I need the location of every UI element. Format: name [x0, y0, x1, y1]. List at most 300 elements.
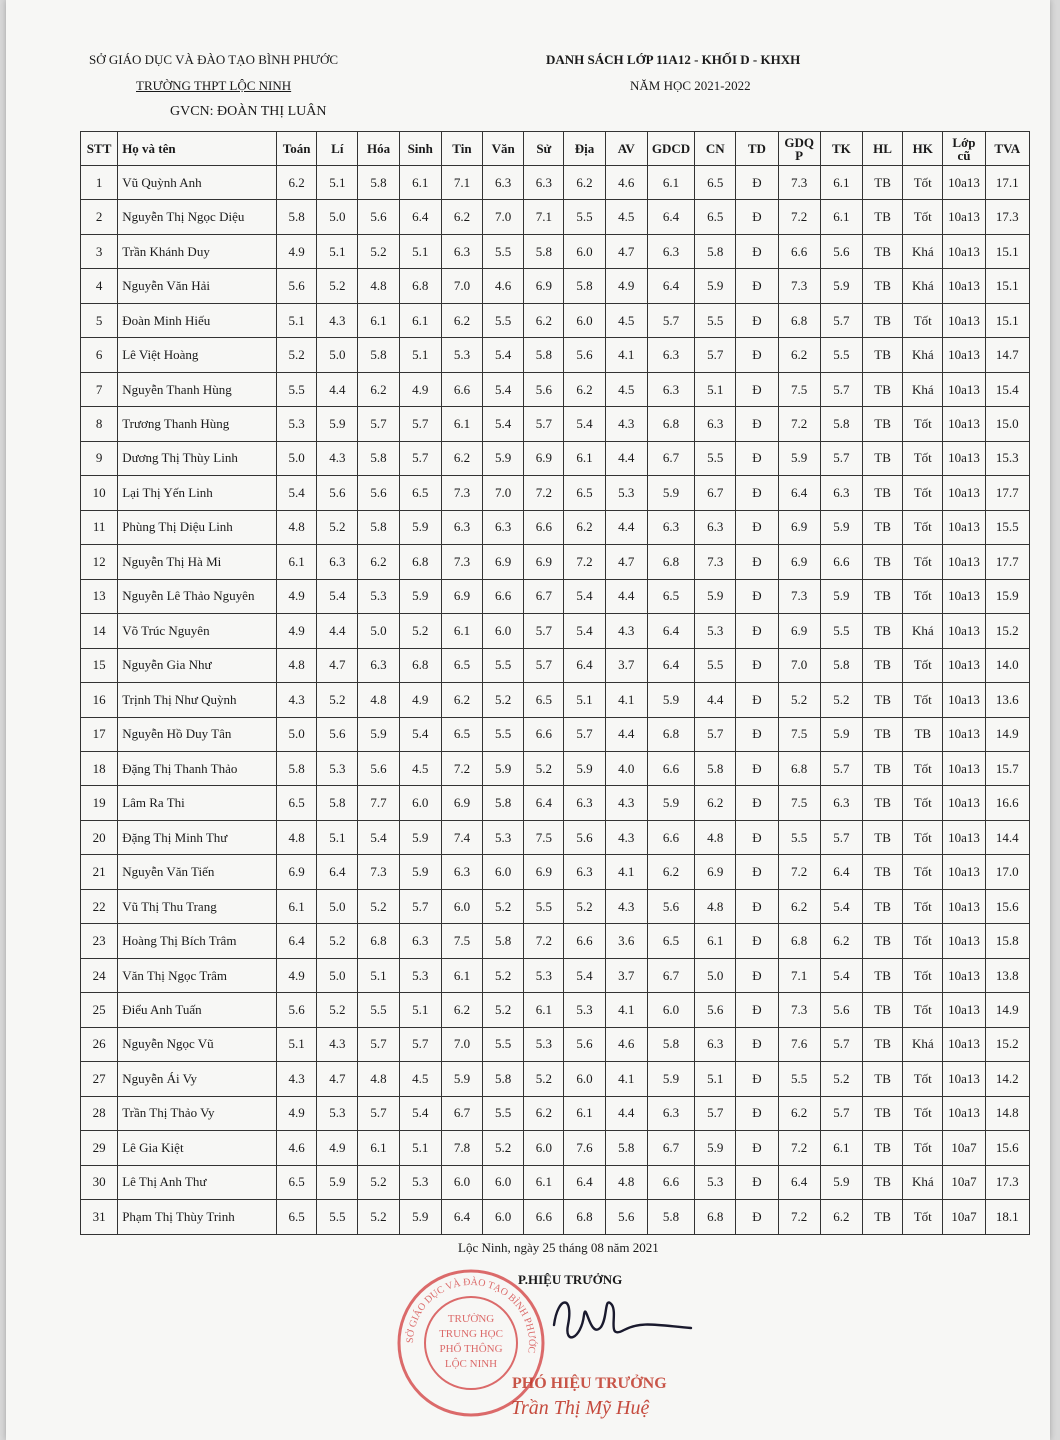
- table-cell: TB: [862, 751, 902, 785]
- table-cell: 5.4: [820, 958, 862, 992]
- table-cell: 6.9: [695, 855, 736, 889]
- table-cell: 9: [81, 441, 118, 475]
- table-cell: 5.8: [695, 751, 736, 785]
- table-cell: 10a13: [943, 234, 985, 268]
- table-cell: Đoàn Minh Hiếu: [118, 303, 277, 337]
- table-cell: 4.3: [605, 820, 647, 854]
- table-cell: 5.8: [358, 166, 399, 200]
- table-cell: Đ: [736, 1165, 778, 1199]
- table-cell: TB: [862, 889, 902, 923]
- table-cell: 5.3: [524, 1027, 564, 1061]
- table-cell: 15.7: [985, 751, 1029, 785]
- table-cell: 7.3: [441, 476, 482, 510]
- table-cell: 7.6: [564, 1131, 605, 1165]
- table-cell: 4.7: [317, 648, 358, 682]
- table-cell: Tốt: [903, 924, 943, 958]
- table-cell: 10: [81, 476, 118, 510]
- table-cell: 6.4: [778, 476, 820, 510]
- table-cell: 5.7: [524, 648, 564, 682]
- table-cell: 6.3: [358, 648, 399, 682]
- table-cell: Tốt: [903, 993, 943, 1027]
- table-cell: 5.5: [483, 1096, 524, 1130]
- table-cell: Nguyễn Văn Hải: [118, 269, 277, 303]
- table-cell: 5.3: [441, 338, 482, 372]
- table-cell: 6.6: [647, 820, 694, 854]
- table-cell: 7.2: [524, 476, 564, 510]
- table-cell: 6.2: [358, 372, 399, 406]
- column-header: Hóa: [358, 132, 399, 166]
- table-cell: Nguyễn Hồ Duy Tân: [118, 717, 277, 751]
- table-body: [81, 166, 1030, 1235]
- table-cell: 5.8: [564, 269, 605, 303]
- table-cell: 5.5: [524, 889, 564, 923]
- table-cell: TB: [903, 717, 943, 751]
- table-cell: Tốt: [903, 1096, 943, 1130]
- school-name: TRƯỜNG THPT LỘC NINH: [136, 78, 292, 93]
- table-cell: TB: [862, 166, 902, 200]
- table-cell: 4.9: [399, 683, 441, 717]
- table-cell: 6.1: [358, 1131, 399, 1165]
- table-cell: Tốt: [903, 200, 943, 234]
- table-cell: 5.2: [317, 510, 358, 544]
- table-cell: Đ: [736, 441, 778, 475]
- table-cell: 7.6: [778, 1027, 820, 1061]
- table-cell: Vũ Quỳnh Anh: [118, 166, 277, 200]
- table-cell: 6.3: [483, 510, 524, 544]
- table-cell: Đ: [736, 683, 778, 717]
- table-cell: 5.9: [441, 1062, 482, 1096]
- table-cell: 6.5: [399, 476, 441, 510]
- table-cell: 6.9: [441, 786, 482, 820]
- column-header: AV: [605, 132, 647, 166]
- table-cell: 22: [81, 889, 118, 923]
- table-cell: 10a13: [943, 924, 985, 958]
- column-header: Tin: [441, 132, 482, 166]
- table-cell: Tốt: [903, 166, 943, 200]
- table-cell: 23: [81, 924, 118, 958]
- table-cell: 5.9: [399, 579, 441, 613]
- table-cell: 6.2: [441, 683, 482, 717]
- table-cell: 6.8: [778, 924, 820, 958]
- table-cell: 6.3: [647, 372, 694, 406]
- table-cell: 5.5: [778, 1062, 820, 1096]
- table-cell: 24: [81, 958, 118, 992]
- table-cell: Đ: [736, 510, 778, 544]
- table-cell: 5.8: [483, 1062, 524, 1096]
- table-cell: 5.3: [695, 1165, 736, 1199]
- table-cell: Đ: [736, 820, 778, 854]
- table-cell: 6.5: [564, 476, 605, 510]
- table-cell: 7.0: [483, 476, 524, 510]
- table-cell: 10a13: [943, 579, 985, 613]
- table-cell: 5.6: [358, 476, 399, 510]
- table-cell: 6.1: [564, 441, 605, 475]
- table-cell: 6.9: [524, 441, 564, 475]
- table-row: [81, 1165, 1030, 1199]
- table-cell: 5.9: [399, 855, 441, 889]
- table-row: [81, 751, 1030, 785]
- table-cell: 6.6: [564, 924, 605, 958]
- table-cell: 3.6: [605, 924, 647, 958]
- table-cell: 20: [81, 820, 118, 854]
- column-header: Sinh: [399, 132, 441, 166]
- table-cell: 6.9: [441, 579, 482, 613]
- table-cell: 5.8: [820, 407, 862, 441]
- table-cell: 6.3: [695, 407, 736, 441]
- table-cell: 5.6: [277, 269, 317, 303]
- table-cell: 5.7: [820, 372, 862, 406]
- table-cell: 15: [81, 648, 118, 682]
- table-cell: 5.0: [277, 441, 317, 475]
- table-cell: 7: [81, 372, 118, 406]
- table-cell: TB: [862, 1165, 902, 1199]
- table-cell: 6.5: [695, 166, 736, 200]
- table-cell: 5.3: [399, 1165, 441, 1199]
- table-cell: TB: [862, 1200, 902, 1235]
- table-cell: 5.5: [695, 441, 736, 475]
- table-cell: TB: [862, 303, 902, 337]
- table-cell: 4.3: [277, 683, 317, 717]
- column-header: HK: [903, 132, 943, 166]
- handwritten-signature: [546, 1285, 696, 1355]
- table-cell: 5.8: [317, 786, 358, 820]
- table-cell: 6.0: [483, 855, 524, 889]
- table-cell: 5.5: [317, 1200, 358, 1235]
- table-cell: Tốt: [903, 1131, 943, 1165]
- table-cell: 5.2: [358, 1165, 399, 1199]
- table-cell: 16.6: [985, 786, 1029, 820]
- table-cell: 5.5: [564, 200, 605, 234]
- table-cell: 6.2: [441, 441, 482, 475]
- table-cell: Tốt: [903, 579, 943, 613]
- table-cell: 4.5: [605, 303, 647, 337]
- table-cell: Trịnh Thị Như Quỳnh: [118, 683, 277, 717]
- table-cell: TB: [862, 1062, 902, 1096]
- table-cell: 6.3: [820, 786, 862, 820]
- table-cell: 5.5: [483, 717, 524, 751]
- table-cell: 5.5: [695, 648, 736, 682]
- table-cell: 5.3: [317, 1096, 358, 1130]
- table-cell: 6.8: [358, 924, 399, 958]
- table-cell: 5.2: [820, 1062, 862, 1096]
- stamp-inner-line: TRUNG HỌC: [439, 1328, 503, 1340]
- table-row: [81, 234, 1030, 268]
- table-cell: 5.7: [695, 1096, 736, 1130]
- table-cell: Đ: [736, 614, 778, 648]
- table-cell: Đ: [736, 166, 778, 200]
- table-row: [81, 855, 1030, 889]
- table-cell: Đ: [736, 579, 778, 613]
- table-cell: Lê Gia Kiệt: [118, 1131, 277, 1165]
- table-cell: 6.1: [277, 545, 317, 579]
- table-cell: 6.6: [524, 510, 564, 544]
- table-cell: 13.8: [985, 958, 1029, 992]
- table-cell: 6.2: [820, 924, 862, 958]
- table-cell: TB: [862, 1027, 902, 1061]
- table-cell: TB: [862, 820, 902, 854]
- table-cell: 17.3: [985, 200, 1029, 234]
- table-cell: 5.1: [277, 303, 317, 337]
- table-cell: 6.9: [524, 545, 564, 579]
- table-cell: TB: [862, 683, 902, 717]
- table-cell: Đ: [736, 1027, 778, 1061]
- table-cell: 6.3: [695, 510, 736, 544]
- table-cell: 4.4: [317, 372, 358, 406]
- table-cell: 4.7: [605, 545, 647, 579]
- table-cell: 4.1: [605, 993, 647, 1027]
- table-cell: 5.2: [820, 683, 862, 717]
- table-cell: 5.5: [820, 614, 862, 648]
- stamp-outer-text: SỞ GIÁO DỤC VÀ ĐÀO TẠO BÌNH PHƯỚC: [404, 1276, 538, 1354]
- table-cell: 17.3: [985, 1165, 1029, 1199]
- table-cell: 5.6: [358, 751, 399, 785]
- table-cell: 7.3: [778, 993, 820, 1027]
- column-header: CN: [695, 132, 736, 166]
- table-cell: 5.9: [317, 407, 358, 441]
- table-cell: 6.0: [441, 889, 482, 923]
- table-cell: 5.0: [695, 958, 736, 992]
- table-cell: 6: [81, 338, 118, 372]
- table-cell: 5.9: [358, 717, 399, 751]
- table-cell: 5.2: [317, 993, 358, 1027]
- table-cell: 6.6: [647, 1165, 694, 1199]
- table-cell: 5.4: [483, 338, 524, 372]
- table-cell: 5.5: [778, 820, 820, 854]
- table-cell: 14.8: [985, 1096, 1029, 1130]
- table-cell: 5.7: [358, 407, 399, 441]
- table-cell: 5.6: [317, 717, 358, 751]
- table-cell: 4.8: [695, 820, 736, 854]
- table-cell: 6.8: [399, 545, 441, 579]
- table-cell: 10a13: [943, 958, 985, 992]
- table-cell: 15.1: [985, 234, 1029, 268]
- table-cell: 4.8: [277, 648, 317, 682]
- table-cell: 15.6: [985, 1131, 1029, 1165]
- table-cell: 6.6: [441, 372, 482, 406]
- table-cell: 4: [81, 269, 118, 303]
- table-cell: 4.7: [605, 234, 647, 268]
- table-cell: 6.1: [399, 303, 441, 337]
- table-cell: 18: [81, 751, 118, 785]
- table-cell: 6.3: [317, 545, 358, 579]
- table-cell: 5.4: [820, 889, 862, 923]
- table-cell: 6.8: [695, 1200, 736, 1235]
- table-cell: 5.5: [483, 303, 524, 337]
- table-row: [81, 717, 1030, 751]
- table-cell: Khá: [903, 614, 943, 648]
- table-cell: 5.7: [399, 441, 441, 475]
- table-cell: 4.9: [277, 579, 317, 613]
- table-cell: 6.7: [647, 958, 694, 992]
- table-cell: 5.8: [605, 1131, 647, 1165]
- table-cell: Lâm Ra Thi: [118, 786, 277, 820]
- table-cell: 7.0: [441, 1027, 482, 1061]
- table-cell: Tốt: [903, 855, 943, 889]
- table-cell: 10a13: [943, 269, 985, 303]
- table-cell: 6.5: [524, 683, 564, 717]
- table-cell: 6.3: [564, 855, 605, 889]
- table-cell: 6.1: [820, 200, 862, 234]
- table-cell: 6.5: [441, 717, 482, 751]
- table-cell: 4.0: [605, 751, 647, 785]
- table-cell: Vũ Thị Thu Trang: [118, 889, 277, 923]
- table-cell: 10a13: [943, 820, 985, 854]
- table-cell: 6.0: [483, 614, 524, 648]
- table-cell: 5.5: [483, 1027, 524, 1061]
- table-cell: 7.0: [441, 269, 482, 303]
- table-cell: 17.1: [985, 166, 1029, 200]
- table-cell: 6.4: [647, 269, 694, 303]
- table-cell: 15.6: [985, 889, 1029, 923]
- table-cell: 5.6: [695, 993, 736, 1027]
- table-cell: 16: [81, 683, 118, 717]
- table-cell: 5.4: [564, 958, 605, 992]
- table-cell: 10a13: [943, 545, 985, 579]
- table-cell: 6.7: [695, 476, 736, 510]
- table-cell: 5.7: [647, 303, 694, 337]
- table-cell: 7.3: [695, 545, 736, 579]
- table-cell: 4.4: [605, 1096, 647, 1130]
- table-cell: 10a13: [943, 751, 985, 785]
- school-year: NĂM HỌC 2021-2022: [630, 78, 751, 93]
- table-cell: 6.2: [778, 338, 820, 372]
- table-cell: Nguyễn Thanh Hùng: [118, 372, 277, 406]
- table-cell: 7.3: [778, 269, 820, 303]
- table-cell: 6.8: [399, 269, 441, 303]
- table-cell: 10a7: [943, 1200, 985, 1235]
- table-cell: 6.2: [695, 786, 736, 820]
- table-cell: 7.5: [778, 717, 820, 751]
- table-cell: 6.7: [647, 1131, 694, 1165]
- table-cell: 10a13: [943, 855, 985, 889]
- department-name: SỞ GIÁO DỤC VÀ ĐÀO TẠO BÌNH PHƯỚC: [89, 52, 339, 67]
- column-header: TD: [736, 132, 778, 166]
- table-cell: 5.8: [820, 648, 862, 682]
- table-cell: 6.0: [524, 1131, 564, 1165]
- table-row: [81, 958, 1030, 992]
- table-cell: 8: [81, 407, 118, 441]
- table-cell: 6.1: [277, 889, 317, 923]
- table-cell: Lê Thị Anh Thư: [118, 1165, 277, 1199]
- table-cell: 6.1: [564, 1096, 605, 1130]
- table-cell: 5.2: [317, 269, 358, 303]
- table-cell: 7.1: [524, 200, 564, 234]
- table-cell: 6.2: [441, 200, 482, 234]
- table-cell: 5.6: [277, 993, 317, 1027]
- table-cell: Nguyễn Văn Tiến: [118, 855, 277, 889]
- table-cell: TB: [862, 648, 902, 682]
- table-cell: 5.7: [399, 1027, 441, 1061]
- table-cell: 6.4: [820, 855, 862, 889]
- table-cell: 5.8: [524, 234, 564, 268]
- table-cell: 5.9: [647, 476, 694, 510]
- table-cell: 5.9: [695, 1131, 736, 1165]
- table-cell: 6.9: [524, 269, 564, 303]
- table-cell: 5.2: [483, 958, 524, 992]
- table-cell: 6.2: [820, 1200, 862, 1235]
- document-page: [6, 0, 1050, 1440]
- table-cell: 10a13: [943, 1027, 985, 1061]
- table-cell: 7.2: [778, 407, 820, 441]
- table-cell: 7.4: [441, 820, 482, 854]
- column-header: Toán: [277, 132, 317, 166]
- table-row: [81, 510, 1030, 544]
- table-cell: 7.7: [358, 786, 399, 820]
- table-cell: TB: [862, 269, 902, 303]
- table-cell: Văn Thị Ngọc Trâm: [118, 958, 277, 992]
- table-cell: 4.5: [399, 751, 441, 785]
- table-cell: TB: [862, 614, 902, 648]
- table-cell: 6.9: [778, 545, 820, 579]
- table-cell: 6.2: [277, 166, 317, 200]
- table-cell: 5.6: [820, 234, 862, 268]
- table-cell: 7.0: [778, 648, 820, 682]
- table-cell: 13: [81, 579, 118, 613]
- table-cell: Trần Thị Thảo Vy: [118, 1096, 277, 1130]
- table-cell: 6.4: [399, 200, 441, 234]
- table-cell: 4.1: [605, 855, 647, 889]
- table-cell: 15.2: [985, 614, 1029, 648]
- table-cell: Đ: [736, 1200, 778, 1235]
- table-cell: 4.6: [483, 269, 524, 303]
- table-cell: 6.6: [820, 545, 862, 579]
- table-cell: 2: [81, 200, 118, 234]
- table-cell: 11: [81, 510, 118, 544]
- stamp-inner-line: LỘC NINH: [444, 1358, 498, 1370]
- table-cell: Tốt: [903, 1062, 943, 1096]
- table-cell: 4.8: [358, 683, 399, 717]
- table-cell: TB: [862, 545, 902, 579]
- table-cell: Tốt: [903, 441, 943, 475]
- table-cell: 5.7: [695, 338, 736, 372]
- column-header: Văn: [483, 132, 524, 166]
- table-cell: 10a13: [943, 338, 985, 372]
- table-cell: 10a13: [943, 510, 985, 544]
- table-cell: 15.4: [985, 372, 1029, 406]
- table-cell: 6.3: [647, 1096, 694, 1130]
- table-cell: 15.8: [985, 924, 1029, 958]
- table-cell: 5.8: [277, 751, 317, 785]
- table-cell: Đ: [736, 717, 778, 751]
- table-cell: 5.5: [695, 303, 736, 337]
- table-cell: 5.3: [277, 407, 317, 441]
- table-cell: 6.4: [647, 648, 694, 682]
- table-cell: 6.8: [399, 648, 441, 682]
- grades-table: [80, 131, 1030, 1235]
- table-cell: Khá: [903, 234, 943, 268]
- table-cell: 5.8: [695, 234, 736, 268]
- table-cell: 5.9: [820, 269, 862, 303]
- table-cell: 6.4: [564, 648, 605, 682]
- table-cell: 5.6: [358, 200, 399, 234]
- table-cell: 6.2: [564, 166, 605, 200]
- table-cell: 5.1: [399, 338, 441, 372]
- table-cell: 4.3: [605, 407, 647, 441]
- table-cell: 5.1: [564, 683, 605, 717]
- table-cell: 4.9: [605, 269, 647, 303]
- table-cell: 26: [81, 1027, 118, 1061]
- table-cell: 5.7: [820, 1027, 862, 1061]
- table-cell: 5.3: [695, 614, 736, 648]
- table-cell: Phùng Thị Diệu Linh: [118, 510, 277, 544]
- table-cell: 6.2: [441, 303, 482, 337]
- table-cell: 5.0: [317, 338, 358, 372]
- table-cell: 4.9: [317, 1131, 358, 1165]
- table-cell: 5.2: [483, 1131, 524, 1165]
- table-cell: 5.7: [695, 717, 736, 751]
- table-cell: 10a13: [943, 717, 985, 751]
- table-cell: 4.1: [605, 338, 647, 372]
